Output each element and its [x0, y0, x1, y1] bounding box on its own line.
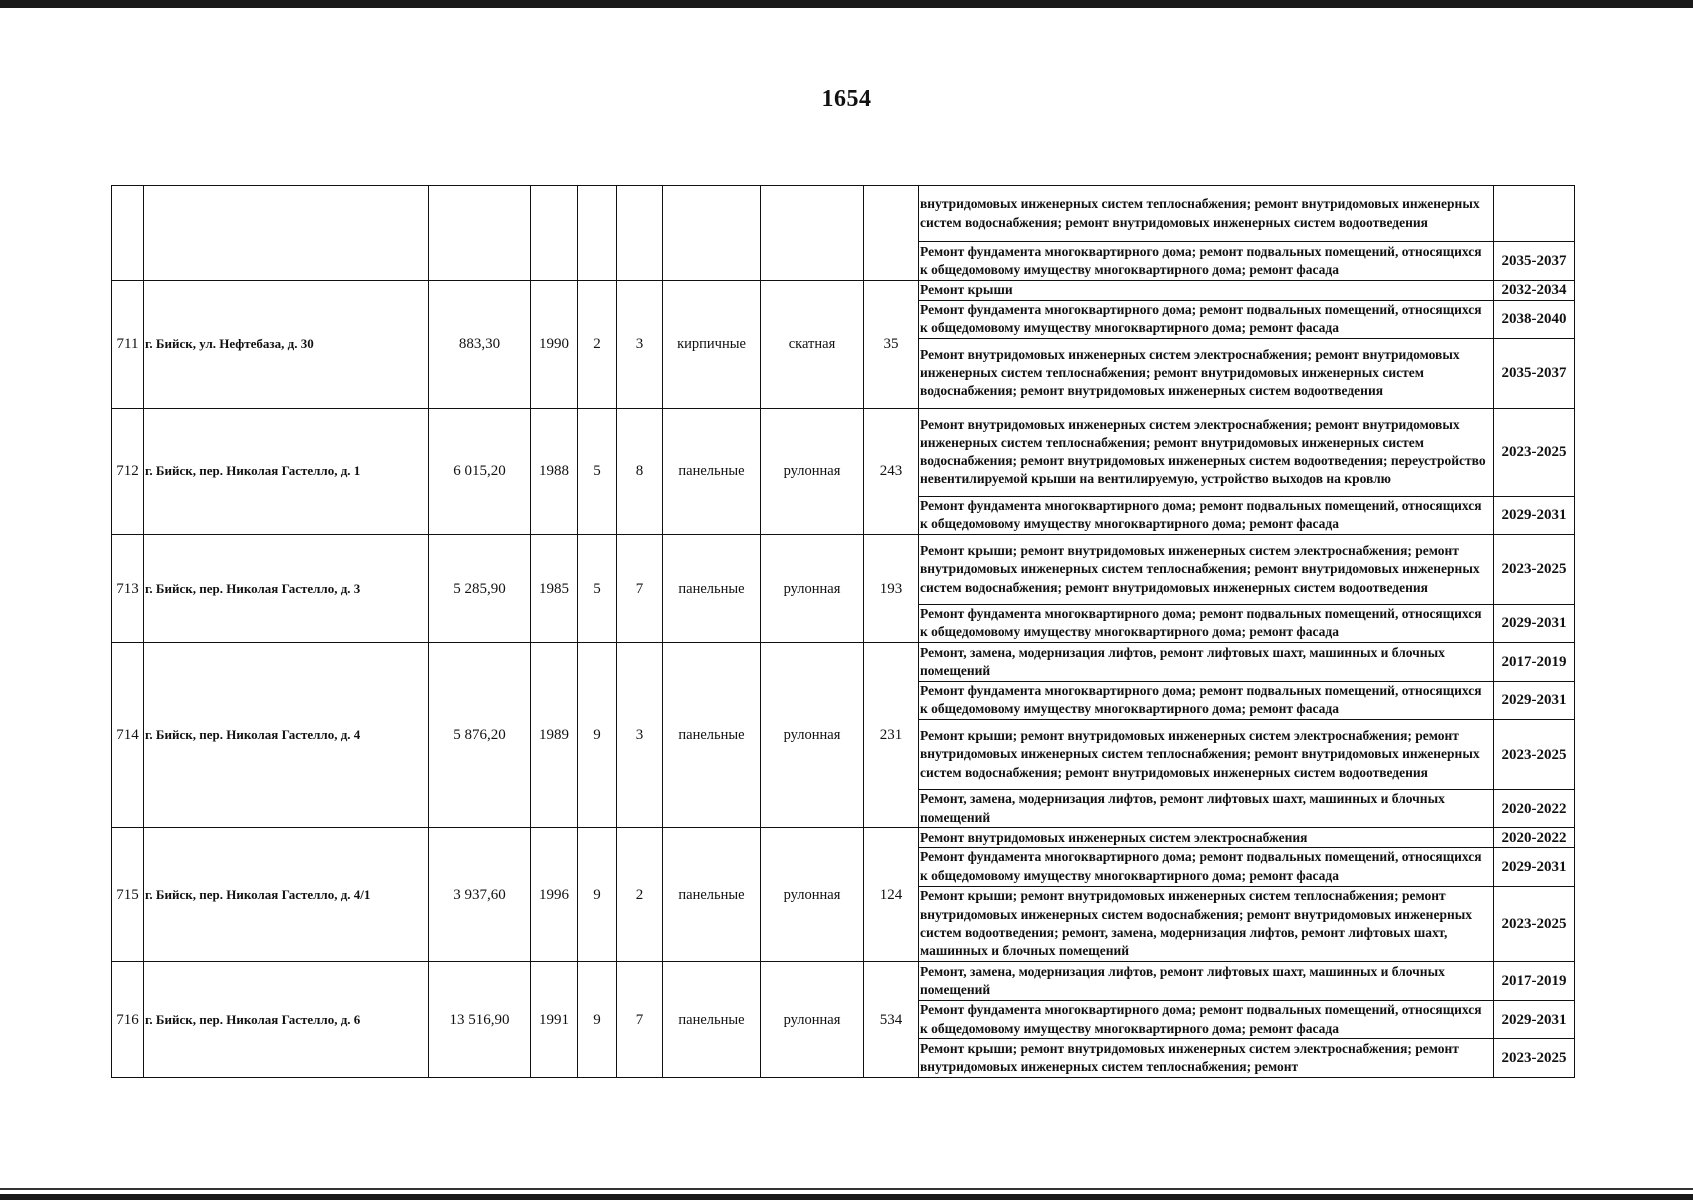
page-number: 1654 [821, 86, 872, 112]
residents-cell: 534 [864, 962, 919, 1078]
residents-cell [864, 186, 919, 281]
house-number-cell: 714 [112, 643, 144, 828]
table-row [112, 535, 1575, 605]
floors-cell: 2 [578, 280, 617, 408]
period-cell: 2038-2040 [1494, 300, 1575, 338]
roof-type-cell: рулонная [761, 643, 864, 828]
period-cell: 2017-2019 [1494, 962, 1575, 1000]
work-description-cell: Ремонт, замена, модернизация лифтов, ремонт лифтовых шахт, машинных и блочных помещений [919, 643, 1494, 681]
work-description-cell: Ремонт фундамента многоквартирного дома; ремонт подвальных помещений, относящихся к общедомовому имуществу многоквартирного дома; ремонт фасада [919, 496, 1494, 534]
area-cell: 3 937,60 [429, 828, 531, 962]
period-cell: 2029-2031 [1494, 604, 1575, 642]
roof-type-cell: скатная [761, 280, 864, 408]
period-cell: 2029-2031 [1494, 848, 1575, 886]
area-cell: 13 516,90 [429, 962, 531, 1078]
table-row [112, 408, 1575, 496]
area-cell: 6 015,20 [429, 408, 531, 535]
area-cell [429, 186, 531, 281]
house-number-cell [112, 186, 144, 281]
period-cell: 2020-2022 [1494, 789, 1575, 827]
work-description-cell: Ремонт крыши; ремонт внутридомовых инженерных систем электроснабжения; ремонт внутридомовых инженерных систем теплоснабжения; ремонт внутридомовых инженерных систем водоснабжения; ремонт внутридомовых инженерных систем водоотведения [919, 720, 1494, 790]
floors-cell [578, 186, 617, 281]
address-cell: г. Бийск, пер. Николая Гастелло, д. 4 [144, 643, 429, 828]
work-description-cell: Ремонт фундамента многоквартирного дома; ремонт подвальных помещений, относящихся к общедомовому имуществу многоквартирного дома; ремонт фасада [919, 848, 1494, 886]
entrances-cell: 7 [617, 535, 663, 643]
wall-material-cell: панельные [663, 408, 761, 535]
house-number-cell: 711 [112, 280, 144, 408]
wall-material-cell: панельные [663, 828, 761, 962]
work-description-cell: Ремонт крыши; ремонт внутридомовых инженерных систем теплоснабжения; ремонт внутридомовых инженерных систем водоснабжения; ремонт внутридомовых инженерных систем водоотведения; ремонт, замена, модернизация лифтов, ремонт лифтовых шахт, машинных и блочных помещений [919, 886, 1494, 962]
work-description-cell: Ремонт фундамента многоквартирного дома; ремонт подвальных помещений, относящихся к общедомовому имуществу многоквартирного дома; ремонт фасада [919, 681, 1494, 719]
period-cell: 2023-2025 [1494, 886, 1575, 962]
work-description-cell: Ремонт, замена, модернизация лифтов, ремонт лифтовых шахт, машинных и блочных помещений [919, 962, 1494, 1000]
floors-cell: 5 [578, 408, 617, 535]
roof-type-cell: рулонная [761, 962, 864, 1078]
work-description-cell: Ремонт внутридомовых инженерных систем электроснабжения [919, 828, 1494, 848]
table-row [112, 828, 1575, 848]
scan-top-edge [0, 0, 1693, 8]
floors-cell: 5 [578, 535, 617, 643]
residents-cell: 35 [864, 280, 919, 408]
scan-bottom-edge [0, 1194, 1693, 1200]
work-description-cell: Ремонт фундамента многоквартирного дома; ремонт подвальных помещений, относящихся к общедомовому имуществу многоквартирного дома; ремонт фасада [919, 604, 1494, 642]
work-description-cell: внутридомовых инженерных систем теплоснабжения; ремонт внутридомовых инженерных систем водоснабжения; ремонт внутридомовых инженерных систем водоотведения [919, 186, 1494, 242]
work-description-cell: Ремонт фундамента многоквартирного дома; ремонт подвальных помещений, относящихся к общедомовому имуществу многоквартирного дома; ремонт фасада [919, 1000, 1494, 1038]
table-row [112, 280, 1575, 300]
address-cell: г. Бийск, пер. Николая Гастелло, д. 4/1 [144, 828, 429, 962]
residents-cell: 193 [864, 535, 919, 643]
roof-type-cell [761, 186, 864, 281]
residents-cell: 231 [864, 643, 919, 828]
roof-type-cell: рулонная [761, 408, 864, 535]
year-cell: 1996 [531, 828, 578, 962]
wall-material-cell: панельные [663, 535, 761, 643]
work-description-cell: Ремонт крыши; ремонт внутридомовых инженерных систем электроснабжения; ремонт внутридомовых инженерных систем теплоснабжения; ремонт внутридомовых инженерных систем водоснабжения; ремонт внутридомовых инженерных систем водоотведения [919, 535, 1494, 605]
period-cell: 2023-2025 [1494, 535, 1575, 605]
floors-cell: 9 [578, 643, 617, 828]
house-number-cell: 715 [112, 828, 144, 962]
period-cell: 2023-2025 [1494, 720, 1575, 790]
area-cell: 883,30 [429, 280, 531, 408]
residents-cell: 243 [864, 408, 919, 535]
work-description-cell: Ремонт, замена, модернизация лифтов, ремонт лифтовых шахт, машинных и блочных помещений [919, 789, 1494, 827]
residents-cell: 124 [864, 828, 919, 962]
wall-material-cell [663, 186, 761, 281]
entrances-cell: 8 [617, 408, 663, 535]
work-description-cell: Ремонт внутридомовых инженерных систем электроснабжения; ремонт внутридомовых инженерных систем теплоснабжения; ремонт внутридомовых инженерных систем водоснабжения; ремонт внутридомовых инженерных систем водоотведения [919, 339, 1494, 409]
period-cell: 2029-2031 [1494, 1000, 1575, 1038]
work-description-cell: Ремонт внутридомовых инженерных систем электроснабжения; ремонт внутридомовых инженерных систем теплоснабжения; ремонт внутридомовых инженерных систем водоснабжения; ремонт внутридомовых инженерных систем водоотведения; переустройство невентилируемой крыши на вентилируемую, устройство выходов на кровлю [919, 408, 1494, 496]
wall-material-cell: панельные [663, 962, 761, 1078]
entrances-cell: 3 [617, 280, 663, 408]
work-description-cell: Ремонт крыши [919, 280, 1494, 300]
year-cell: 1989 [531, 643, 578, 828]
address-cell [144, 186, 429, 281]
repair-schedule-table [111, 185, 1575, 1078]
entrances-cell: 2 [617, 828, 663, 962]
entrances-cell [617, 186, 663, 281]
period-cell: 2023-2025 [1494, 1039, 1575, 1078]
table-row [112, 186, 1575, 242]
wall-material-cell: кирпичные [663, 280, 761, 408]
year-cell: 1988 [531, 408, 578, 535]
floors-cell: 9 [578, 828, 617, 962]
roof-type-cell: рулонная [761, 828, 864, 962]
entrances-cell: 3 [617, 643, 663, 828]
period-cell: 2035-2037 [1494, 242, 1575, 280]
work-description-cell: Ремонт фундамента многоквартирного дома; ремонт подвальных помещений, относящихся к общедомовому имуществу многоквартирного дома; ремонт фасада [919, 300, 1494, 338]
entrances-cell: 7 [617, 962, 663, 1078]
work-description-cell: Ремонт фундамента многоквартирного дома; ремонт подвальных помещений, относящихся к общедомовому имуществу многоквартирного дома; ремонт фасада [919, 242, 1494, 280]
house-number-cell: 716 [112, 962, 144, 1078]
table-row [112, 962, 1575, 1000]
period-cell: 2029-2031 [1494, 681, 1575, 719]
house-number-cell: 712 [112, 408, 144, 535]
period-cell: 2020-2022 [1494, 828, 1575, 848]
period-cell: 2032-2034 [1494, 280, 1575, 300]
period-cell: 2029-2031 [1494, 496, 1575, 534]
roof-type-cell: рулонная [761, 535, 864, 643]
address-cell: г. Бийск, ул. Нефтебаза, д. 30 [144, 280, 429, 408]
wall-material-cell: панельные [663, 643, 761, 828]
period-cell: 2035-2037 [1494, 339, 1575, 409]
period-cell: 2023-2025 [1494, 408, 1575, 496]
address-cell: г. Бийск, пер. Николая Гастелло, д. 3 [144, 535, 429, 643]
period-cell [1494, 186, 1575, 242]
table-row [112, 643, 1575, 681]
floors-cell: 9 [578, 962, 617, 1078]
address-cell: г. Бийск, пер. Николая Гастелло, д. 1 [144, 408, 429, 535]
area-cell: 5 876,20 [429, 643, 531, 828]
year-cell: 1985 [531, 535, 578, 643]
scan-bottom-line [0, 1188, 1693, 1190]
period-cell: 2017-2019 [1494, 643, 1575, 681]
year-cell [531, 186, 578, 281]
address-cell: г. Бийск, пер. Николая Гастелло, д. 6 [144, 962, 429, 1078]
year-cell: 1991 [531, 962, 578, 1078]
house-number-cell: 713 [112, 535, 144, 643]
work-description-cell: Ремонт крыши; ремонт внутридомовых инженерных систем электроснабжения; ремонт внутридомовых инженерных систем теплоснабжения; ремонт [919, 1039, 1494, 1078]
area-cell: 5 285,90 [429, 535, 531, 643]
table-body [112, 186, 1575, 1078]
year-cell: 1990 [531, 280, 578, 408]
